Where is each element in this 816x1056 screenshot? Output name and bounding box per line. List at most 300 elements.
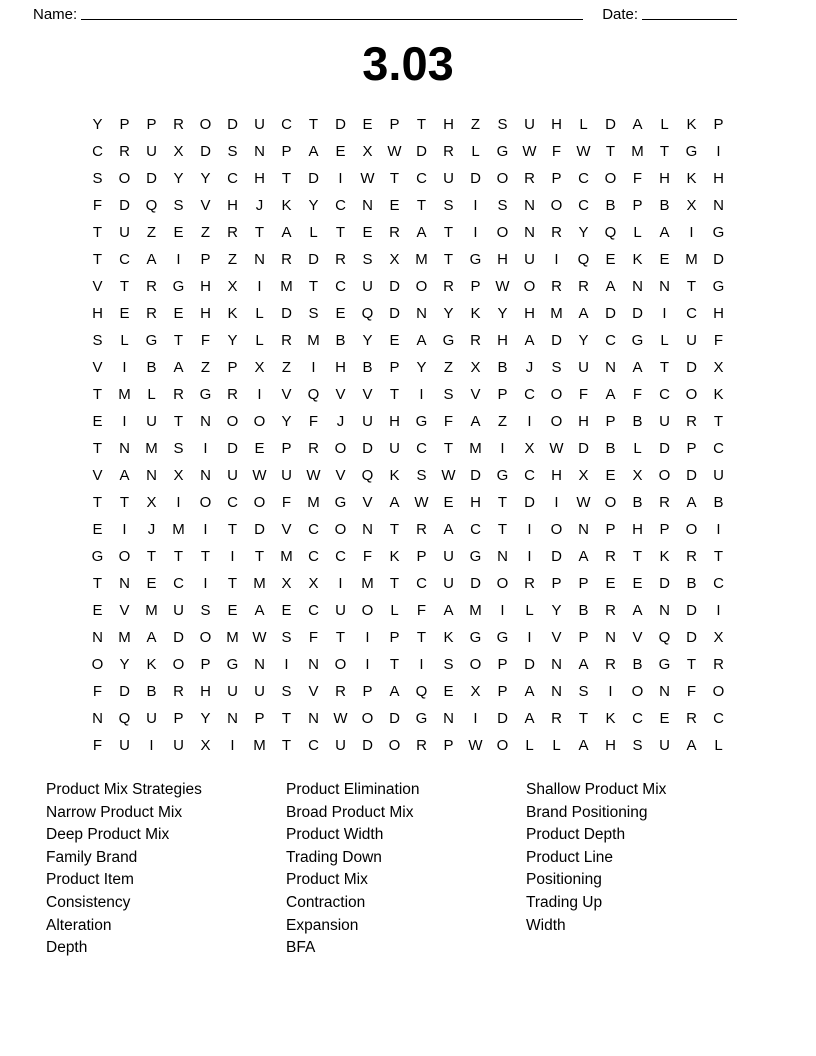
grid-cell[interactable]: T — [119, 278, 130, 295]
grid-cell[interactable]: T — [443, 440, 454, 457]
grid-cell[interactable]: V — [362, 386, 373, 403]
grid-cell[interactable]: X — [200, 737, 211, 754]
grid-cell[interactable]: N — [92, 710, 103, 727]
grid-cell[interactable]: I — [419, 656, 424, 673]
grid-cell[interactable]: U — [362, 413, 373, 430]
grid-cell[interactable]: N — [200, 413, 211, 430]
grid-cell[interactable]: R — [578, 278, 589, 295]
grid-cell[interactable]: R — [686, 413, 697, 430]
grid-cell[interactable]: M — [631, 143, 644, 160]
grid-cell[interactable]: K — [713, 386, 724, 403]
grid-cell[interactable]: T — [173, 413, 184, 430]
grid-cell[interactable]: P — [713, 116, 724, 133]
grid-cell[interactable]: H — [200, 683, 211, 700]
grid-cell[interactable]: X — [524, 440, 535, 457]
grid-cell[interactable]: H — [200, 305, 211, 322]
grid-cell[interactable]: L — [633, 224, 642, 241]
grid-cell[interactable]: D — [470, 575, 481, 592]
grid-cell[interactable]: A — [578, 548, 589, 565]
grid-cell[interactable]: E — [605, 251, 616, 268]
word-list-item[interactable]: Shallow Product Mix — [526, 781, 667, 798]
word-list-item[interactable]: Trading Up — [526, 893, 603, 911]
grid-cell[interactable]: I — [419, 386, 424, 403]
grid-cell[interactable]: H — [524, 305, 535, 322]
grid-cell[interactable]: E — [362, 116, 373, 133]
grid-cell[interactable]: B — [146, 683, 157, 700]
grid-cell[interactable]: R — [605, 602, 616, 619]
grid-cell[interactable]: P — [605, 521, 616, 538]
grid-cell[interactable]: K — [281, 197, 292, 214]
grid-cell[interactable]: F — [443, 413, 454, 430]
grid-cell[interactable]: G — [415, 710, 428, 727]
grid-cell[interactable]: M — [253, 575, 266, 592]
grid-cell[interactable]: R — [416, 737, 427, 754]
grid-cell[interactable]: I — [203, 575, 208, 592]
grid-cell[interactable]: B — [146, 359, 157, 376]
grid-cell[interactable]: P — [632, 197, 643, 214]
grid-cell[interactable]: A — [632, 116, 643, 133]
grid-cell[interactable]: O — [118, 548, 131, 565]
grid-cell[interactable]: T — [659, 143, 670, 160]
grid-cell[interactable]: Y — [227, 332, 238, 349]
grid-cell[interactable]: K — [632, 251, 643, 268]
grid-cell[interactable]: N — [416, 305, 427, 322]
grid-cell[interactable]: T — [92, 251, 103, 268]
grid-cell[interactable]: X — [308, 575, 319, 592]
grid-cell[interactable]: W — [252, 467, 267, 484]
grid-cell[interactable]: S — [173, 197, 184, 214]
grid-cell[interactable]: D — [578, 440, 589, 457]
grid-cell[interactable]: C — [524, 467, 535, 484]
grid-cell[interactable]: Y — [92, 116, 103, 133]
grid-cell[interactable]: B — [686, 575, 697, 592]
grid-cell[interactable]: R — [173, 116, 184, 133]
grid-cell[interactable]: Y — [551, 602, 562, 619]
grid-cell[interactable]: X — [632, 467, 643, 484]
grid-cell[interactable]: Y — [200, 170, 211, 187]
grid-cell[interactable]: W — [252, 629, 267, 646]
grid-cell[interactable]: M — [145, 602, 158, 619]
grid-cell[interactable]: B — [605, 440, 616, 457]
grid-cell[interactable]: T — [713, 413, 724, 430]
grid-cell[interactable]: M — [415, 251, 428, 268]
grid-cell[interactable]: U — [713, 467, 724, 484]
grid-cell[interactable]: R — [173, 683, 184, 700]
grid-cell[interactable]: K — [389, 548, 400, 565]
grid-cell[interactable]: N — [362, 197, 373, 214]
grid-cell[interactable]: V — [119, 602, 130, 619]
grid-cell[interactable]: O — [91, 656, 104, 673]
grid-cell[interactable]: M — [253, 737, 266, 754]
grid-cell[interactable]: R — [281, 332, 292, 349]
grid-cell[interactable]: W — [414, 494, 429, 511]
grid-cell[interactable]: G — [226, 656, 239, 673]
grid-cell[interactable]: N — [308, 710, 319, 727]
grid-cell[interactable]: R — [443, 143, 454, 160]
grid-cell[interactable]: D — [335, 116, 346, 133]
grid-cell[interactable]: V — [92, 467, 103, 484]
grid-cell[interactable]: C — [335, 197, 346, 214]
grid-cell[interactable]: A — [146, 251, 157, 268]
grid-cell[interactable]: U — [443, 170, 454, 187]
grid-cell[interactable]: D — [416, 143, 427, 160]
grid-cell[interactable]: H — [335, 359, 346, 376]
word-list-item[interactable]: Width — [526, 916, 566, 934]
grid-cell[interactable]: Q — [415, 683, 428, 700]
grid-cell[interactable]: H — [713, 305, 724, 322]
grid-cell[interactable]: P — [659, 521, 670, 538]
grid-cell[interactable]: I — [365, 629, 370, 646]
grid-cell[interactable]: E — [443, 683, 454, 700]
grid-cell[interactable]: U — [281, 467, 292, 484]
grid-cell[interactable]: D — [227, 116, 238, 133]
grid-cell[interactable]: G — [469, 251, 482, 268]
grid-cell[interactable]: X — [146, 494, 157, 511]
grid-cell[interactable]: T — [686, 278, 697, 295]
grid-cell[interactable]: Z — [146, 224, 157, 241]
grid-cell[interactable]: Y — [497, 305, 508, 322]
grid-cell[interactable]: U — [335, 737, 346, 754]
grid-cell[interactable]: T — [173, 332, 184, 349]
grid-cell[interactable]: D — [389, 278, 400, 295]
word-list-item[interactable]: Brand Positioning — [526, 803, 648, 821]
grid-cell[interactable]: P — [605, 413, 616, 430]
grid-cell[interactable]: T — [254, 548, 265, 565]
grid-cell[interactable]: O — [199, 116, 212, 133]
grid-cell[interactable]: L — [660, 332, 669, 349]
grid-cell[interactable]: R — [389, 224, 400, 241]
grid-cell[interactable]: N — [254, 143, 265, 160]
word-list-item[interactable]: Product Depth — [526, 826, 626, 844]
grid-cell[interactable]: Y — [281, 413, 292, 430]
grid-cell[interactable]: G — [658, 656, 671, 673]
grid-cell[interactable]: U — [659, 413, 670, 430]
grid-cell[interactable]: N — [551, 656, 562, 673]
grid-cell[interactable]: A — [416, 224, 427, 241]
grid-cell[interactable]: N — [119, 575, 130, 592]
grid-cell[interactable]: A — [119, 467, 130, 484]
grid-cell[interactable]: U — [173, 737, 184, 754]
grid-cell[interactable]: E — [146, 575, 157, 592]
grid-cell[interactable]: D — [119, 197, 130, 214]
grid-cell[interactable]: D — [551, 332, 562, 349]
grid-cell[interactable]: U — [146, 413, 157, 430]
grid-cell[interactable]: R — [605, 548, 616, 565]
grid-cell[interactable]: N — [254, 656, 265, 673]
grid-cell[interactable]: U — [335, 602, 346, 619]
grid-cell[interactable]: E — [173, 305, 184, 322]
grid-cell[interactable]: Q — [361, 305, 374, 322]
grid-cell[interactable]: V — [200, 197, 211, 214]
grid-cell[interactable]: P — [200, 656, 211, 673]
grid-cell[interactable]: A — [416, 332, 427, 349]
grid-cell[interactable]: H — [551, 467, 562, 484]
grid-cell[interactable]: O — [334, 656, 347, 673]
grid-cell[interactable]: W — [306, 467, 321, 484]
grid-cell[interactable]: U — [254, 116, 265, 133]
grid-cell[interactable]: H — [713, 170, 724, 187]
grid-cell[interactable]: C — [308, 548, 319, 565]
grid-cell[interactable]: S — [497, 116, 508, 133]
grid-cell[interactable]: U — [227, 683, 238, 700]
grid-cell[interactable]: F — [308, 629, 319, 646]
grid-cell[interactable]: F — [92, 197, 103, 214]
grid-cell[interactable]: U — [119, 224, 130, 241]
grid-cell[interactable]: I — [230, 737, 235, 754]
grid-cell[interactable]: O — [388, 737, 401, 754]
word-list-item[interactable]: Broad Product Mix — [286, 803, 414, 821]
grid-cell[interactable]: A — [632, 359, 643, 376]
grid-cell[interactable]: I — [230, 548, 235, 565]
grid-cell[interactable]: V — [281, 386, 292, 403]
grid-cell[interactable]: I — [554, 494, 559, 511]
grid-cell[interactable]: O — [712, 683, 725, 700]
grid-cell[interactable]: X — [254, 359, 265, 376]
grid-cell[interactable]: N — [659, 278, 670, 295]
grid-cell[interactable]: A — [173, 359, 184, 376]
grid-cell[interactable]: R — [470, 332, 481, 349]
grid-cell[interactable]: T — [92, 575, 103, 592]
grid-cell[interactable]: W — [360, 170, 375, 187]
grid-cell[interactable]: Z — [497, 413, 508, 430]
grid-cell[interactable]: H — [443, 116, 454, 133]
grid-cell[interactable]: E — [92, 521, 103, 538]
grid-cell[interactable]: M — [280, 548, 293, 565]
grid-cell[interactable]: E — [443, 494, 454, 511]
grid-cell[interactable]: O — [550, 413, 563, 430]
word-list-item[interactable]: Product Mix Strategies — [46, 781, 202, 798]
grid-cell[interactable]: R — [686, 548, 697, 565]
grid-cell[interactable]: G — [469, 629, 482, 646]
grid-cell[interactable]: E — [227, 602, 238, 619]
grid-cell[interactable]: D — [497, 710, 508, 727]
grid-cell[interactable]: E — [173, 224, 184, 241]
grid-cell[interactable]: F — [551, 143, 562, 160]
grid-cell[interactable]: S — [443, 197, 454, 214]
grid-cell[interactable]: F — [308, 413, 319, 430]
grid-cell[interactable]: O — [685, 521, 698, 538]
grid-cell[interactable]: E — [281, 602, 292, 619]
grid-cell[interactable]: T — [200, 548, 211, 565]
grid-cell[interactable]: D — [200, 143, 211, 160]
grid-cell[interactable]: P — [551, 170, 562, 187]
grid-cell[interactable]: D — [713, 251, 724, 268]
grid-cell[interactable]: G — [199, 386, 212, 403]
grid-cell[interactable]: D — [659, 575, 670, 592]
grid-cell[interactable]: X — [686, 197, 697, 214]
grid-cell[interactable]: O — [118, 170, 131, 187]
grid-cell[interactable]: Q — [361, 467, 374, 484]
grid-cell[interactable]: I — [284, 656, 289, 673]
grid-cell[interactable]: W — [468, 737, 483, 754]
date-input-blank[interactable] — [642, 8, 737, 20]
grid-cell[interactable]: X — [713, 629, 724, 646]
grid-cell[interactable]: T — [227, 575, 238, 592]
grid-cell[interactable]: U — [443, 548, 454, 565]
grid-cell[interactable]: N — [443, 710, 454, 727]
grid-cell[interactable]: G — [334, 494, 347, 511]
grid-cell[interactable]: E — [659, 251, 670, 268]
grid-cell[interactable]: A — [605, 278, 616, 295]
grid-cell[interactable]: M — [280, 278, 293, 295]
grid-cell[interactable]: X — [713, 359, 724, 376]
grid-cell[interactable]: P — [686, 440, 697, 457]
grid-cell[interactable]: A — [443, 602, 454, 619]
grid-cell[interactable]: I — [122, 359, 127, 376]
grid-cell[interactable]: U — [659, 737, 670, 754]
word-list-item[interactable]: Product Elimination — [286, 781, 420, 798]
grid-cell[interactable]: A — [686, 737, 697, 754]
grid-cell[interactable]: Q — [118, 710, 131, 727]
grid-cell[interactable]: C — [659, 386, 670, 403]
grid-cell[interactable]: N — [227, 710, 238, 727]
grid-cell[interactable]: M — [226, 629, 239, 646]
grid-cell[interactable]: M — [361, 575, 374, 592]
grid-cell[interactable]: B — [497, 359, 508, 376]
grid-cell[interactable]: V — [362, 494, 373, 511]
grid-cell[interactable]: S — [578, 683, 589, 700]
grid-cell[interactable]: J — [147, 521, 156, 538]
word-list-item[interactable]: Trading Down — [286, 848, 382, 866]
grid-cell[interactable]: O — [604, 170, 617, 187]
grid-cell[interactable]: E — [632, 575, 643, 592]
grid-cell[interactable]: S — [92, 170, 103, 187]
grid-cell[interactable]: U — [362, 278, 373, 295]
grid-cell[interactable]: T — [713, 548, 724, 565]
grid-cell[interactable]: Y — [362, 332, 373, 349]
grid-cell[interactable]: O — [496, 575, 509, 592]
grid-cell[interactable]: F — [92, 737, 103, 754]
grid-cell[interactable]: Y — [578, 224, 589, 241]
grid-cell[interactable]: L — [120, 332, 129, 349]
grid-cell[interactable]: O — [334, 440, 347, 457]
grid-cell[interactable]: L — [525, 602, 534, 619]
grid-cell[interactable]: G — [685, 143, 698, 160]
grid-cell[interactable]: A — [524, 332, 535, 349]
grid-cell[interactable]: A — [632, 602, 643, 619]
grid-cell[interactable]: E — [605, 467, 616, 484]
word-list-item[interactable]: Product Width — [286, 826, 384, 844]
word-list-item[interactable]: Consistency — [46, 893, 131, 911]
grid-cell[interactable]: I — [527, 629, 532, 646]
grid-cell[interactable]: T — [497, 521, 508, 538]
grid-cell[interactable]: V — [335, 386, 346, 403]
grid-cell[interactable]: D — [173, 629, 184, 646]
grid-cell[interactable]: Y — [416, 359, 427, 376]
grid-cell[interactable]: K — [605, 710, 616, 727]
grid-cell[interactable]: T — [443, 251, 454, 268]
grid-cell[interactable]: D — [605, 116, 616, 133]
grid-cell[interactable]: O — [550, 386, 563, 403]
grid-cell[interactable]: D — [686, 602, 697, 619]
grid-cell[interactable]: R — [551, 224, 562, 241]
grid-cell[interactable]: P — [578, 575, 589, 592]
grid-cell[interactable]: X — [578, 467, 589, 484]
grid-cell[interactable]: O — [685, 386, 698, 403]
name-input-blank[interactable] — [81, 8, 583, 20]
grid-cell[interactable]: O — [550, 521, 563, 538]
grid-cell[interactable]: T — [416, 629, 427, 646]
grid-cell[interactable]: C — [605, 332, 616, 349]
grid-cell[interactable]: M — [118, 386, 131, 403]
grid-cell[interactable]: T — [632, 548, 643, 565]
grid-cell[interactable]: O — [550, 197, 563, 214]
grid-cell[interactable]: T — [389, 521, 400, 538]
grid-cell[interactable]: F — [92, 683, 103, 700]
grid-cell[interactable]: G — [145, 332, 158, 349]
grid-cell[interactable]: S — [443, 656, 454, 673]
grid-cell[interactable]: S — [227, 143, 238, 160]
grid-cell[interactable]: R — [146, 305, 157, 322]
grid-cell[interactable]: T — [308, 278, 319, 295]
grid-cell[interactable]: R — [119, 143, 130, 160]
grid-cell[interactable]: N — [119, 440, 130, 457]
grid-cell[interactable]: P — [362, 683, 373, 700]
grid-cell[interactable]: R — [443, 278, 454, 295]
grid-cell[interactable]: V — [470, 386, 481, 403]
grid-cell[interactable]: H — [227, 197, 238, 214]
grid-cell[interactable]: Z — [281, 359, 292, 376]
grid-cell[interactable]: J — [255, 197, 264, 214]
grid-cell[interactable]: B — [578, 602, 589, 619]
grid-cell[interactable]: G — [712, 278, 725, 295]
grid-cell[interactable]: E — [254, 440, 265, 457]
grid-cell[interactable]: P — [281, 143, 292, 160]
grid-cell[interactable]: C — [335, 278, 346, 295]
grid-cell[interactable]: X — [173, 143, 184, 160]
grid-cell[interactable]: O — [334, 521, 347, 538]
grid-cell[interactable]: P — [146, 116, 157, 133]
grid-cell[interactable]: H — [605, 737, 616, 754]
grid-cell[interactable]: H — [470, 494, 481, 511]
word-list-item[interactable]: Narrow Product Mix — [46, 803, 183, 821]
grid-cell[interactable]: S — [200, 602, 211, 619]
grid-cell[interactable]: P — [119, 116, 130, 133]
grid-cell[interactable]: D — [686, 467, 697, 484]
grid-cell[interactable]: N — [524, 224, 535, 241]
word-list-item[interactable]: Family Brand — [46, 848, 138, 866]
grid-cell[interactable]: H — [659, 170, 670, 187]
grid-cell[interactable]: L — [147, 386, 156, 403]
grid-cell[interactable]: E — [335, 143, 346, 160]
grid-cell[interactable]: G — [712, 224, 725, 241]
grid-cell[interactable]: P — [254, 710, 265, 727]
grid-cell[interactable]: C — [416, 170, 427, 187]
grid-cell[interactable]: D — [119, 683, 130, 700]
grid-cell[interactable]: L — [309, 224, 318, 241]
grid-cell[interactable]: B — [632, 494, 643, 511]
grid-cell[interactable]: A — [254, 602, 265, 619]
grid-cell[interactable]: W — [495, 278, 510, 295]
grid-cell[interactable]: T — [443, 224, 454, 241]
grid-cell[interactable]: I — [149, 737, 154, 754]
grid-cell[interactable]: S — [497, 197, 508, 214]
grid-cell[interactable]: L — [633, 440, 642, 457]
grid-cell[interactable]: S — [416, 467, 427, 484]
grid-cell[interactable]: L — [714, 737, 723, 754]
grid-cell[interactable]: K — [389, 467, 400, 484]
grid-cell[interactable]: U — [686, 332, 697, 349]
grid-cell[interactable]: I — [338, 170, 343, 187]
grid-cell[interactable]: H — [551, 116, 562, 133]
word-list-item[interactable]: Product Item — [46, 871, 134, 889]
grid-cell[interactable]: R — [686, 710, 697, 727]
grid-cell[interactable]: E — [659, 710, 670, 727]
grid-cell[interactable]: W — [576, 494, 591, 511]
grid-cell[interactable]: D — [686, 629, 697, 646]
grid-cell[interactable]: M — [172, 521, 185, 538]
grid-cell[interactable]: G — [496, 143, 509, 160]
